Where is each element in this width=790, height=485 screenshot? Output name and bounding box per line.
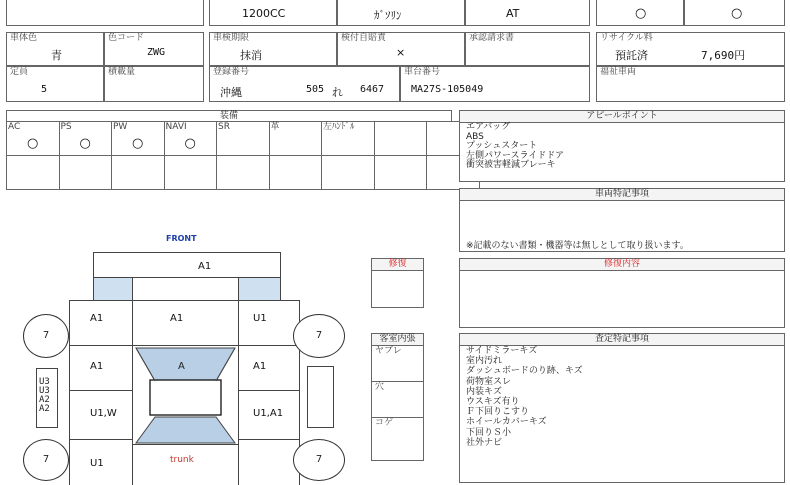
tire-front-left: 7 bbox=[23, 314, 69, 358]
option-2-cell bbox=[684, 0, 785, 26]
assessment-title: 査定特記事項 bbox=[460, 334, 784, 346]
repair-box bbox=[371, 258, 424, 308]
rear-right-door: U1,A1 bbox=[238, 390, 300, 440]
registration-label: 登録番号 bbox=[213, 67, 250, 77]
front-right-fender bbox=[238, 277, 281, 301]
equipment-header: PW bbox=[113, 122, 128, 132]
approval-label: 承認請求書 bbox=[469, 33, 515, 43]
color-code-cell bbox=[104, 32, 204, 66]
equipment-value: ○ bbox=[184, 136, 196, 151]
side-left-box: U3 U3 A2 A2 bbox=[36, 368, 58, 428]
equipment-header-cell bbox=[269, 121, 323, 156]
body-color-value: 青 bbox=[51, 49, 62, 62]
equipment-blank-cell bbox=[111, 155, 165, 190]
registration-class: 505 bbox=[306, 84, 325, 95]
equipment-header: AC bbox=[8, 122, 21, 132]
approval-cell bbox=[465, 32, 590, 66]
engine-value: 1200CC bbox=[242, 7, 286, 20]
body-color-label: 車体色 bbox=[10, 33, 38, 43]
mid-left-panel: A1 bbox=[69, 345, 133, 391]
chassis-value: MA27S-105049 bbox=[411, 84, 484, 95]
equipment-value: ○ bbox=[79, 136, 91, 151]
equipment-header: NAVI bbox=[165, 122, 187, 132]
tire-rear-right: 7 bbox=[293, 439, 345, 481]
load-label: 積載量 bbox=[108, 67, 136, 77]
special-notes-title: 車両特記事項 bbox=[460, 189, 784, 201]
equipment-value: ○ bbox=[27, 136, 39, 151]
recycle-cell bbox=[596, 32, 785, 66]
recycle-label: リサイクル料 bbox=[600, 33, 653, 43]
transmission-cell bbox=[465, 0, 590, 26]
chassis-label: 車台番号 bbox=[404, 67, 441, 77]
appeal-text: エアバッグ ABS プッシュスタート 左側パワースライドドア 衝突被害軽減ブレーキ bbox=[466, 122, 565, 170]
color-code-label: 色コード bbox=[108, 33, 145, 43]
registration-kana: れ bbox=[332, 86, 343, 99]
equipment-header: PS bbox=[60, 122, 72, 132]
liability-cell bbox=[337, 32, 465, 66]
repair-detail-title: 修復内容 bbox=[460, 259, 784, 271]
roof-label: A bbox=[178, 361, 185, 372]
recycle-amount: 7,690円 bbox=[701, 49, 746, 62]
equipment-header-cell bbox=[164, 121, 218, 156]
load-cell bbox=[104, 66, 204, 102]
equipment-value: ○ bbox=[132, 136, 144, 151]
equipment-header-cell bbox=[111, 121, 165, 156]
fuel-cell bbox=[337, 0, 465, 26]
special-notes-panel bbox=[459, 188, 785, 252]
color-code-value: ZWG bbox=[147, 47, 166, 58]
rear-left-panel: U1 bbox=[69, 439, 133, 485]
liability-label: 検付自賠責 bbox=[341, 33, 387, 43]
appeal-panel bbox=[459, 110, 785, 182]
transmission-value: AT bbox=[506, 7, 520, 20]
interior-item: ヤブレ bbox=[372, 346, 423, 382]
rear-right-panel bbox=[238, 439, 300, 485]
roof-glass bbox=[132, 345, 239, 445]
equipment-blank-cell bbox=[216, 155, 270, 190]
mid-right-panel: A1 bbox=[238, 345, 300, 391]
body-color-cell bbox=[6, 32, 104, 66]
option-2-value: ○ bbox=[731, 6, 743, 21]
equipment-header-cell bbox=[6, 121, 60, 156]
equipment-blank-cell bbox=[6, 155, 60, 190]
equipment-header: 左ﾊﾝﾄﾞﾙ bbox=[323, 122, 355, 132]
equipment-blank-cell bbox=[374, 155, 428, 190]
trunk-label: trunk bbox=[170, 455, 194, 465]
equipment-blank-cell bbox=[59, 155, 113, 190]
registration-number: 6467 bbox=[360, 84, 385, 95]
equipment-header-cell bbox=[374, 121, 428, 156]
equipment-title: 装備 bbox=[7, 111, 451, 123]
tire-front-right: 7 bbox=[293, 314, 345, 358]
interior-item: コゲ bbox=[375, 418, 394, 428]
diagram-front-label: FRONT bbox=[166, 234, 197, 243]
assessment-text: サイドミラーキズ 室内汚れ ダッシュボードのり跡、キズ 荷物室スレ 内装キズ ウスキズ有り Ｆ下回りこすり ホイールカバーキズ 下回りＳ小 社外ナビ bbox=[466, 346, 583, 448]
capacity-label: 定員 bbox=[10, 67, 29, 77]
special-notes-footer: ※記載のない書類・機器等は無しとして取り扱います。 bbox=[466, 241, 689, 251]
interior-title: 客室内張 bbox=[372, 334, 423, 346]
equipment-header: SR bbox=[218, 122, 230, 132]
option-1-value: ○ bbox=[635, 6, 647, 21]
engine-cell bbox=[209, 0, 337, 26]
top-left-cell bbox=[6, 0, 204, 26]
registration-cell bbox=[209, 66, 400, 102]
welfare-cell bbox=[596, 66, 785, 102]
assessment-panel bbox=[459, 333, 785, 483]
interior-item: 穴 bbox=[372, 382, 423, 418]
welfare-label: 福祉車両 bbox=[600, 67, 637, 77]
equipment-blank-cell bbox=[269, 155, 323, 190]
recycle-status: 預託済 bbox=[615, 49, 648, 62]
fuel-value: ｶﾞｿﾘﾝ bbox=[374, 9, 402, 22]
front-left-panel: A1 bbox=[69, 300, 133, 346]
inspection-label: 車検期限 bbox=[213, 33, 250, 43]
equipment-header-cell bbox=[59, 121, 113, 156]
front-center-panel: A1 bbox=[132, 300, 239, 346]
chassis-cell bbox=[400, 66, 590, 102]
tire-rear-left: 7 bbox=[23, 439, 69, 481]
repair-detail-panel bbox=[459, 258, 785, 328]
rear-left-door: U1,W bbox=[69, 390, 133, 440]
option-1-cell bbox=[596, 0, 684, 26]
front-right-panel: U1 bbox=[238, 300, 300, 346]
equipment-header: 革 bbox=[270, 122, 280, 132]
inspection-cell bbox=[209, 32, 337, 66]
appeal-title: アピールポイント bbox=[460, 111, 784, 123]
equipment-blank-cell bbox=[321, 155, 375, 190]
capacity-value: 5 bbox=[41, 84, 48, 95]
repair-box-title: 修復 bbox=[372, 259, 423, 271]
liability-value: × bbox=[396, 46, 406, 59]
side-right-box bbox=[307, 366, 334, 428]
registration-area: 沖縄 bbox=[220, 86, 242, 99]
front-left-fender bbox=[93, 277, 133, 301]
equipment-header-cell bbox=[216, 121, 270, 156]
equipment-blank-cell bbox=[164, 155, 218, 190]
capacity-cell bbox=[6, 66, 104, 102]
hood-panel: A1 bbox=[93, 252, 281, 278]
inspection-value: 抹消 bbox=[240, 49, 262, 62]
interior-box bbox=[371, 333, 424, 461]
equipment-header-cell bbox=[321, 121, 375, 156]
